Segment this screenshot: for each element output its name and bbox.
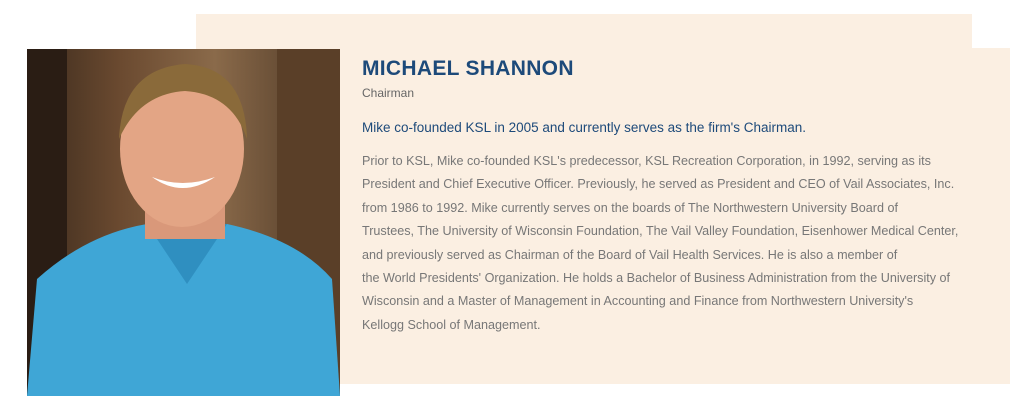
bio-line: President and Chief Executive Officer. Previously, he served as President and CEO of Vail Associates, Inc.: [362, 177, 955, 192]
bio-line: from 1986 to 1992. Mike currently serves on the boards of The Northwestern University Board of: [362, 200, 898, 215]
bio-lead: Mike co-founded KSL in 2005 and currently serves as the firm's Chairman.: [362, 120, 807, 135]
bio-line: the World Presidents' Organization. He holds a Bachelor of Business Administration from the University of: [362, 271, 951, 286]
bio-paragraph: [362, 150, 982, 337]
bio-content: [362, 56, 982, 337]
profile-photo: [27, 49, 340, 396]
bio-line: and previously served as Chairman of the Board of Vail Health Services. He is also a member of: [362, 247, 898, 262]
bio-line: Prior to KSL, Mike co-founded KSL's predecessor, KSL Recreation Corporation, in 1992, serving as its: [362, 154, 931, 168]
portrait-illustration: [27, 49, 340, 396]
person-title: Chairman: [362, 86, 415, 100]
person-name: MICHAEL SHANNON: [362, 57, 574, 80]
bio-line: Trustees, The University of Wisconsin Foundation, The Vail Valley Foundation, Eisenhower Medical Center,: [362, 224, 959, 239]
bio-line: Wisconsin and a Master of Management in Accounting and Finance from Northwestern University's: [362, 294, 914, 309]
bio-line: Kellogg School of Management.: [362, 317, 541, 332]
